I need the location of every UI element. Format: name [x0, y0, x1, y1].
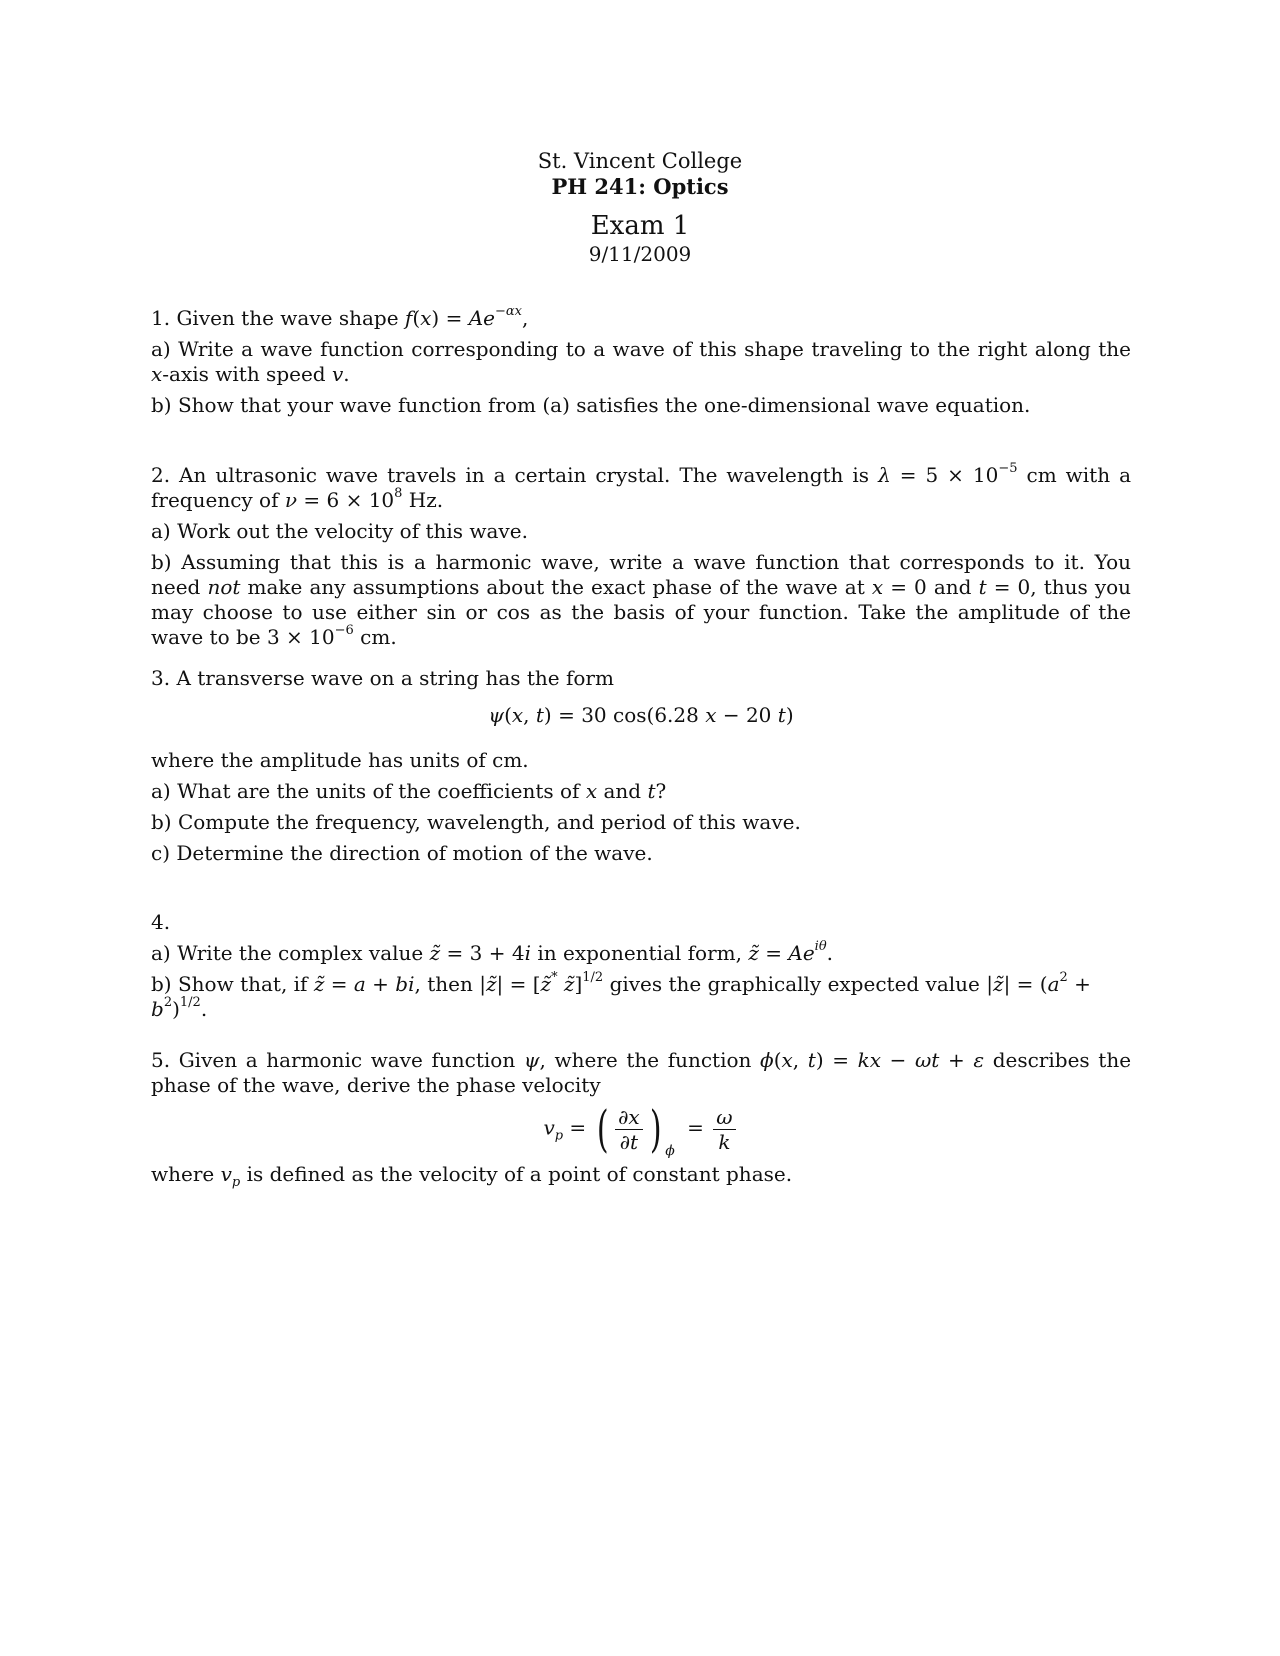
- problem-1-part-b: b) Show that your wave function from (a) satisfies the one-dimensional wave equation.: [151, 393, 1031, 417]
- problem-3-part-b: b) Compute the frequency, wavelength, and period of this wave.: [151, 810, 801, 834]
- problem-3-part-a: a) What are the units of the coefficients of x and t?: [151, 779, 667, 803]
- phase-velocity-equation: $v_p$ = ( $\frac{\partial x}{\partial t}$ ) $_\phi$ = $\frac{\omega}{k}$: [151, 1104, 1131, 1154]
- exam-header: [0, 148, 1280, 266]
- problem-4-part-a: a) Write the complex value z̃ = 3 + 4i in exponential form, z̃ = $Ae^{i\theta}$.: [151, 939, 833, 965]
- problem-5-lead: 5. Given a harmonic wave function ψ, where the function ϕ(x, t) = kx − ωt + ε describes the phase of the wave, derive the phase velocity: [151, 1048, 1132, 1097]
- problem-3-part-c: c) Determine the direction of motion of the wave.: [151, 841, 653, 865]
- problem-3-after: where the amplitude has units of cm.: [151, 748, 529, 772]
- problem-4-lead: 4.: [151, 910, 171, 934]
- problem-5: [151, 1048, 1131, 1193]
- problem-1-part-a: a) Write a wave function corresponding to a wave of this shape traveling to the right along the x-axis with speed v.: [151, 337, 1131, 386]
- problem-5-after: where $v_p$ is defined as the velocity of a point of constant phase.: [151, 1162, 793, 1190]
- problem-3-lead: 3. A transverse wave on a string has the form: [151, 666, 614, 690]
- problem-2-lead: 2. An ultrasonic wave travels in a certain crystal. The wavelength is $\lambda = 5 \times 10^{-5}$ cm with a frequency of $\nu = 6 \times 10^8$ Hz.: [151, 461, 1131, 512]
- problem-4-part-b: b) Show that, if z̃ = a + bi, then |z̃| = [z̃* z̃]$^{1/2}$ gives the graphically expected value |z̃| = $(a^2 + b^2)^{1/2}$.: [151, 970, 1091, 1021]
- problem-3-equation: ψ(x, t) = 30 cos(6.28 x − 20 t): [488, 703, 794, 727]
- problem-1: [151, 306, 1131, 424]
- problem-1-lead: 1. Given the wave shape $f(x) = Ae^{-\alpha x}$,: [151, 304, 529, 330]
- problem-2-part-a: a) Work out the velocity of this wave.: [151, 519, 528, 543]
- exam-date: 9/11/2009: [588, 242, 692, 266]
- exam-title: Exam 1: [590, 211, 690, 241]
- problem-2: [151, 463, 1131, 656]
- problem-3: [151, 666, 1131, 872]
- problem-2-part-b: b) Assuming that this is a harmonic wave, write a wave function that corresponds to it. You need not make any assumptions about the exact phase of the wave at x = 0 and t = 0, thus you may choose to use either sin or cos as the basis of your function. Take the amplitude of the wave to be $3 \times 10^{-6}$ cm.: [151, 550, 1132, 649]
- college-name: St. Vincent College: [537, 149, 743, 173]
- course-title: PH 241: Optics: [551, 174, 729, 199]
- problem-4: [151, 910, 1131, 1028]
